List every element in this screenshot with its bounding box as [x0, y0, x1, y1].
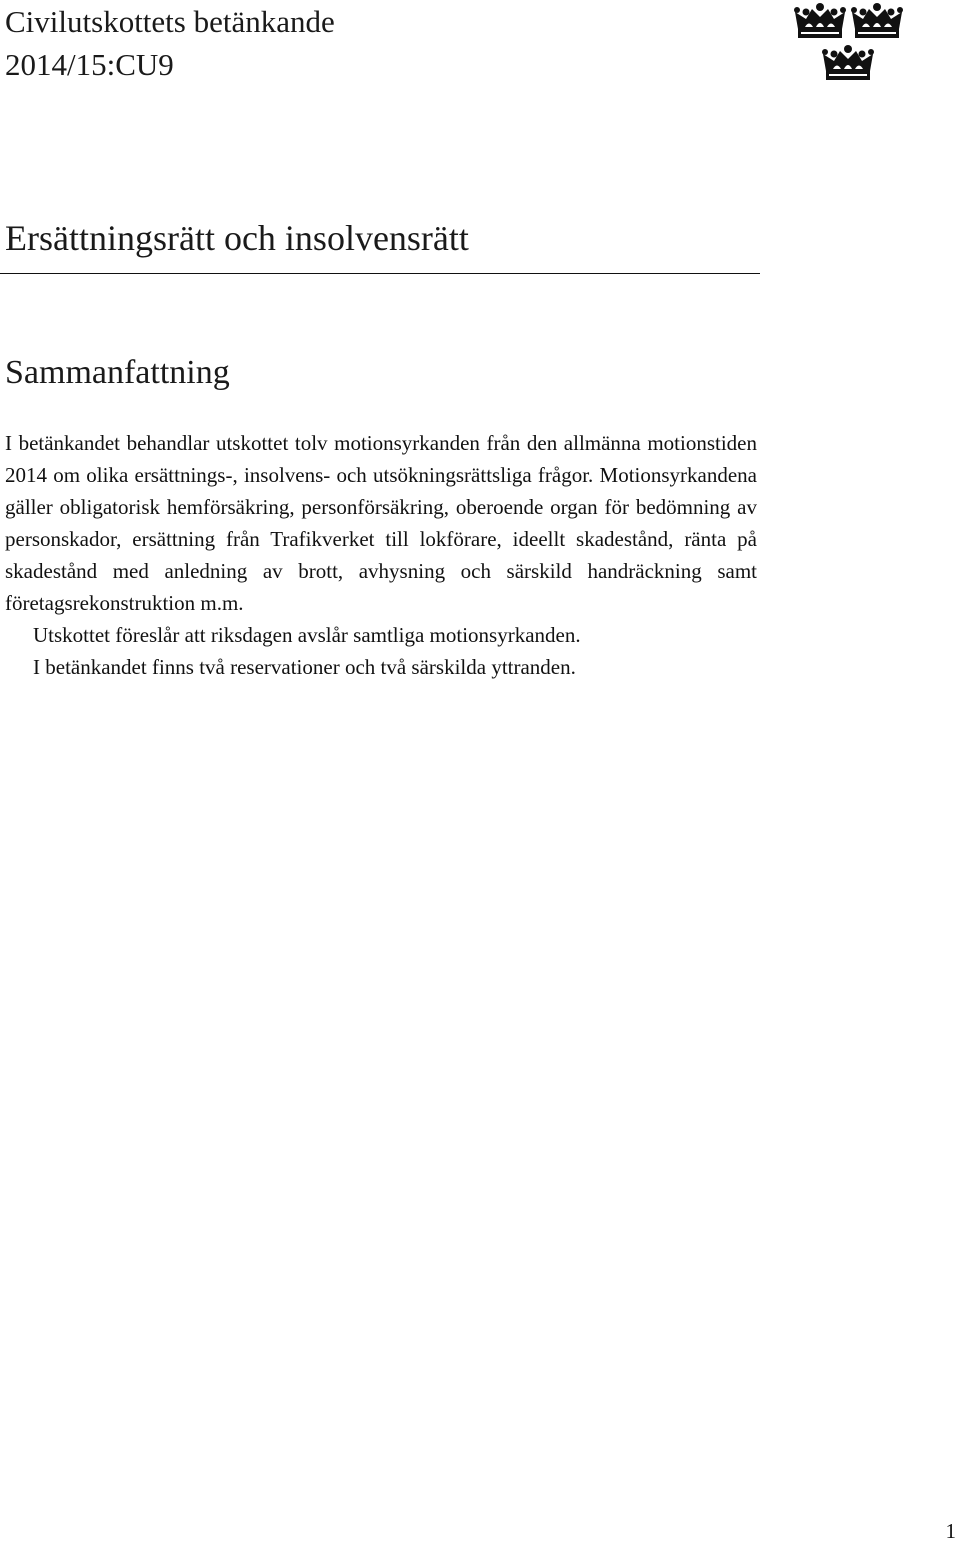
- document-title: Ersättningsrätt och insolvensrätt: [5, 218, 469, 258]
- summary-paragraph: I betänkandet behandlar utskottet tolv motionsyrkanden från den allmänna motionstiden 2014 om olika ersättnings-, insolvens- och utsökningsrättsliga frågor. Motionsyrkandena gäller obligatorisk hemförsäkring, personförsäkring, oberoende organ för bedömning av personskador, ersättning från Trafikverket till lokförare, ideellt skadestånd, ränta på skadestånd med anledning av brott, avhysning och särskild handräckning samt företagsrekonstruktion m.m.: [5, 431, 757, 615]
- summary-body: [5, 427, 757, 683]
- three-crowns-icon: [792, 2, 904, 84]
- summary-paragraph: Utskottet föreslår att riksdagen avslår samtliga motionsyrkanden.: [33, 623, 581, 647]
- report-header: [5, 0, 605, 86]
- title-divider: [0, 273, 760, 274]
- page-number: 1: [945, 1519, 956, 1543]
- report-number: 2014/15:CU9: [5, 47, 174, 82]
- section-heading: Sammanfattning: [5, 354, 230, 391]
- summary-paragraph: I betänkandet finns två reservationer och två särskilda yttranden.: [33, 655, 576, 679]
- committee-name: Civilutskottets betänkande: [5, 4, 335, 39]
